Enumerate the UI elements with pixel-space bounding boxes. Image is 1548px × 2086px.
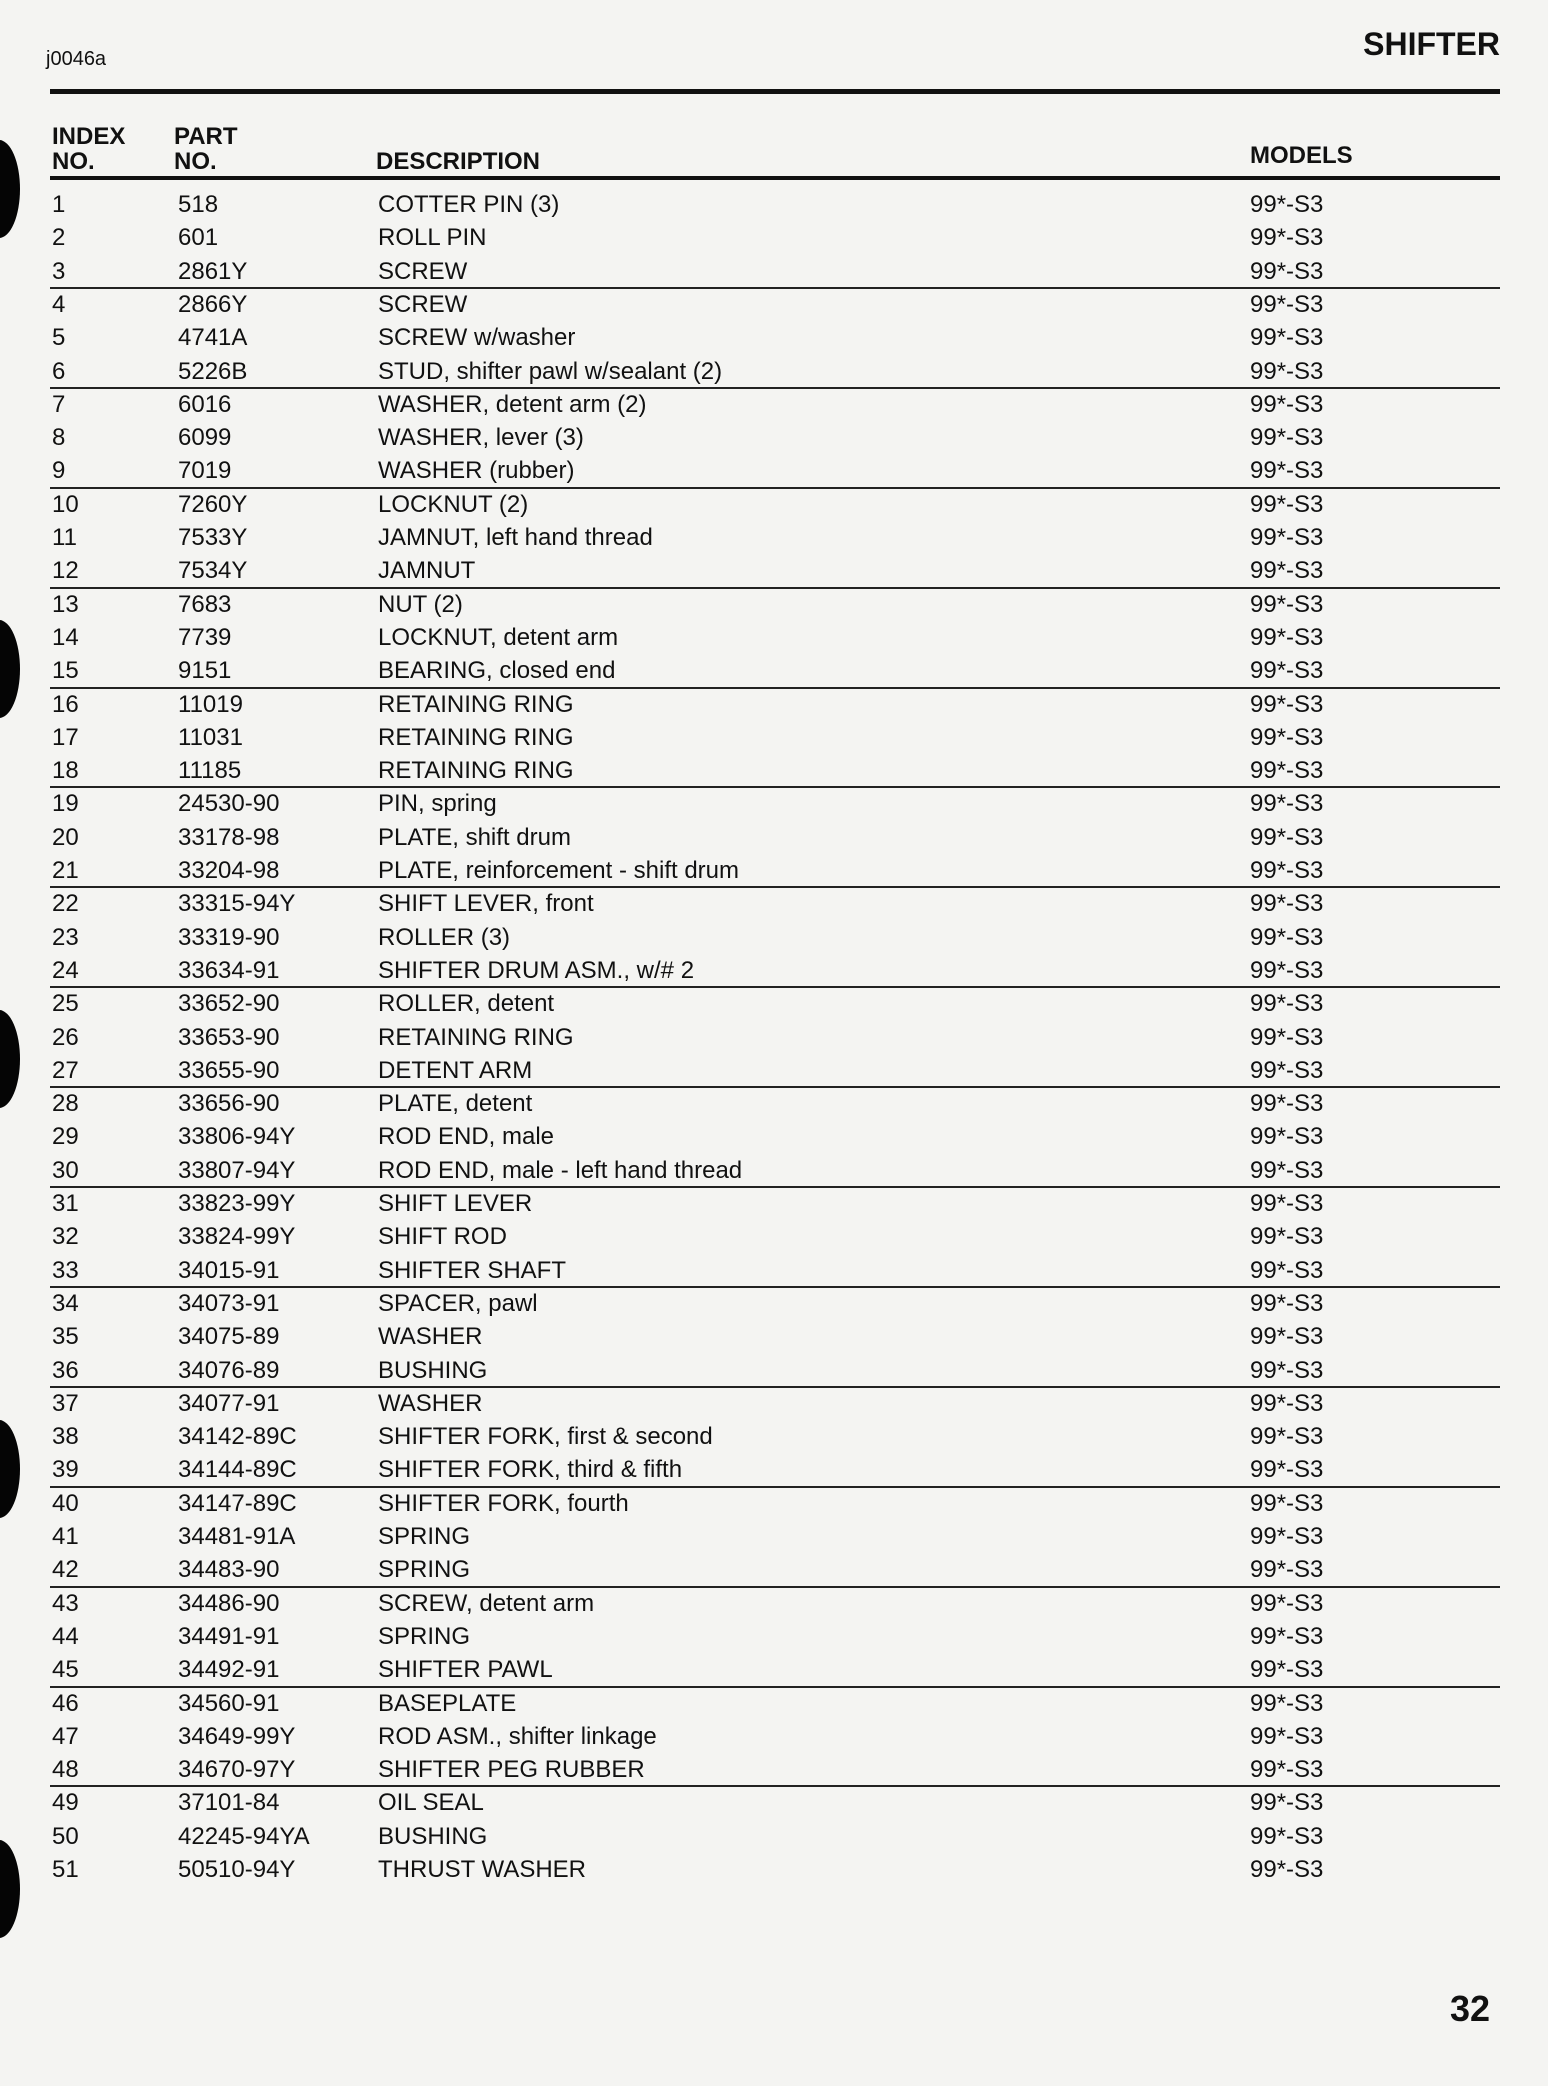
- part-number-cell: 5226B: [178, 357, 248, 385]
- description-cell: SPRING: [378, 1523, 471, 1550]
- description-cell: ROLL PIN: [378, 224, 487, 252]
- index-cell: 5: [52, 324, 66, 352]
- models-cell: 99*-S3: [1250, 1689, 1324, 1717]
- description-cell: ROD ASM., shifter linkage: [378, 1722, 657, 1750]
- models-cell: 99*-S3: [1250, 357, 1324, 385]
- description-cell: SHIFTER PAWL: [378, 1656, 553, 1684]
- part-number-cell: 34481-91A: [178, 1523, 296, 1550]
- part-number-cell: 33806-94Y: [178, 1123, 296, 1151]
- description-cell: JAMNUT, left hand thread: [378, 524, 653, 551]
- table-row: [50, 1154, 1500, 1187]
- part-number-cell: 33824-99Y: [178, 1223, 296, 1251]
- models-cell: 99*-S3: [1250, 790, 1324, 818]
- part-number-cell: 7534Y: [178, 557, 248, 585]
- part-number-cell: 33652-90: [178, 990, 280, 1018]
- index-cell: 46: [52, 1689, 79, 1717]
- description-cell: BUSHING: [378, 1822, 488, 1850]
- description-cell: BUSHING: [378, 1356, 488, 1384]
- part-number-cell: 33634-91: [178, 956, 280, 984]
- index-cell: 6: [52, 357, 66, 385]
- part-number-cell: 34075-89: [178, 1323, 280, 1351]
- part-number-cell: 34077-91: [178, 1389, 280, 1417]
- models-cell: 99*-S3: [1250, 690, 1324, 718]
- index-cell: 22: [52, 890, 79, 918]
- description-cell: SHIFTER DRUM ASM., w/# 2: [378, 956, 695, 984]
- description-cell: STUD, shifter pawl w/sealant (2): [378, 357, 723, 385]
- models-cell: 99*-S3: [1250, 890, 1324, 918]
- description-cell: BEARING, closed end: [378, 657, 616, 685]
- models-cell: 99*-S3: [1250, 524, 1324, 551]
- table-row: [50, 954, 1500, 987]
- index-cell: 4: [52, 290, 66, 318]
- index-cell: 44: [52, 1622, 79, 1650]
- models-cell: 99*-S3: [1250, 1556, 1324, 1584]
- table-row: [50, 987, 1500, 1020]
- part-number-cell: 11031: [178, 723, 243, 751]
- description-cell: WASHER (rubber): [378, 457, 575, 485]
- part-number-cell: 33315-94Y: [178, 890, 296, 918]
- description-cell: PLATE, reinforcement - shift drum: [378, 857, 740, 884]
- description-cell: SHIFTER FORK, first & second: [378, 1423, 713, 1451]
- description-cell: WASHER: [378, 1323, 483, 1351]
- part-number-cell: 34073-91: [178, 1289, 280, 1317]
- index-cell: 30: [52, 1156, 79, 1184]
- models-cell: 99*-S3: [1250, 1156, 1324, 1184]
- part-number-cell: 9151: [178, 657, 232, 685]
- index-cell: 26: [52, 1023, 79, 1051]
- table-row: [50, 1853, 1500, 1886]
- part-number-cell: 6099: [178, 424, 232, 452]
- table-row: [50, 1453, 1500, 1486]
- table-row: [50, 921, 1500, 954]
- part-number-cell: 33204-98: [178, 857, 280, 884]
- part-number-cell: 34491-91: [178, 1622, 280, 1650]
- description-cell: COTTER PIN (3): [378, 191, 560, 218]
- table-row: [50, 1054, 1500, 1087]
- index-cell: 37: [52, 1389, 79, 1417]
- part-number-cell: 34144-89C: [178, 1456, 297, 1484]
- models-cell: 99*-S3: [1250, 557, 1324, 585]
- models-cell: 99*-S3: [1250, 623, 1324, 651]
- models-cell: 99*-S3: [1250, 1289, 1324, 1317]
- models-cell: 99*-S3: [1250, 257, 1324, 285]
- part-number-cell: 7683: [178, 590, 232, 618]
- table-row: [50, 421, 1500, 454]
- description-cell: JAMNUT: [378, 557, 476, 585]
- models-cell: 99*-S3: [1250, 1190, 1324, 1217]
- index-cell: 25: [52, 990, 79, 1018]
- models-cell: 99*-S3: [1250, 1622, 1324, 1650]
- part-number-cell: 2866Y: [178, 290, 248, 318]
- models-cell: 99*-S3: [1250, 1756, 1324, 1784]
- table-row: [50, 688, 1500, 721]
- table-row: [50, 288, 1500, 321]
- models-cell: 99*-S3: [1250, 1822, 1324, 1850]
- index-cell: 48: [52, 1756, 79, 1784]
- description-cell: LOCKNUT, detent arm: [378, 623, 619, 651]
- models-cell: 99*-S3: [1250, 1223, 1324, 1251]
- part-number-cell: 33823-99Y: [178, 1190, 296, 1217]
- index-cell: 7: [52, 390, 66, 418]
- part-number-cell: 34483-90: [178, 1556, 280, 1584]
- index-cell: 1: [52, 191, 66, 218]
- part-number-cell: 34486-90: [178, 1589, 280, 1617]
- models-cell: 99*-S3: [1250, 1456, 1324, 1484]
- models-cell: 99*-S3: [1250, 1090, 1324, 1118]
- index-cell: 20: [52, 823, 79, 851]
- models-cell: 99*-S3: [1250, 1056, 1324, 1084]
- index-cell: 43: [52, 1589, 79, 1617]
- part-number-cell: 50510-94Y: [178, 1856, 296, 1883]
- models-cell: 99*-S3: [1250, 1389, 1324, 1417]
- table-row: [50, 854, 1500, 887]
- part-number-cell: 42245-94YA: [178, 1822, 310, 1850]
- index-cell: 9: [52, 457, 66, 485]
- table-row: [50, 1187, 1500, 1220]
- index-cell: 8: [52, 424, 66, 452]
- models-cell: 99*-S3: [1250, 1656, 1324, 1684]
- models-cell: 99*-S3: [1250, 1423, 1324, 1451]
- description-cell: ROD END, male - left hand thread: [378, 1156, 743, 1184]
- models-cell: 99*-S3: [1250, 757, 1324, 785]
- index-cell: 38: [52, 1423, 79, 1451]
- index-header-line1: INDEX: [52, 123, 126, 150]
- description-cell: SHIFTER FORK, fourth: [378, 1489, 629, 1517]
- part-number-cell: 2861Y: [178, 257, 248, 285]
- table-row: [50, 1653, 1500, 1686]
- table-row: [50, 721, 1500, 754]
- part-number-cell: 24530-90: [178, 790, 280, 818]
- table-row: [50, 1753, 1500, 1786]
- description-cell: SPRING: [378, 1622, 471, 1650]
- table-row: [50, 1354, 1500, 1387]
- part-number-cell: 601: [178, 224, 219, 252]
- index-cell: 51: [52, 1856, 79, 1883]
- description-cell: RETAINING RING: [378, 757, 574, 785]
- part-number-cell: 33178-98: [178, 823, 280, 851]
- models-cell: 99*-S3: [1250, 1722, 1324, 1750]
- index-cell: 32: [52, 1223, 79, 1251]
- index-cell: 18: [52, 757, 79, 785]
- table-row: [50, 454, 1500, 487]
- models-cell: 99*-S3: [1250, 224, 1324, 252]
- table-row: [50, 1320, 1500, 1353]
- part-number-cell: 33656-90: [178, 1090, 280, 1118]
- description-cell: DETENT ARM: [378, 1056, 533, 1084]
- index-cell: 34: [52, 1289, 79, 1317]
- table-row: [50, 188, 1500, 221]
- table-row: [50, 1786, 1500, 1819]
- table-row: [50, 355, 1500, 388]
- models-cell: 99*-S3: [1250, 1123, 1324, 1151]
- table-row: [50, 787, 1500, 820]
- index-cell: 16: [52, 690, 79, 718]
- part-number-cell: 34076-89: [178, 1356, 280, 1384]
- description-cell: LOCKNUT (2): [378, 490, 529, 518]
- part-number-cell: 7739: [178, 623, 232, 651]
- models-cell: 99*-S3: [1250, 590, 1324, 618]
- part-number-cell: 11019: [178, 690, 243, 718]
- description-cell: SHIFT ROD: [378, 1223, 507, 1251]
- models-cell: 99*-S3: [1250, 324, 1324, 352]
- table-row: [50, 1120, 1500, 1153]
- index-cell: 29: [52, 1123, 79, 1151]
- table-row: [50, 1820, 1500, 1853]
- part-number-cell: 33319-90: [178, 923, 280, 951]
- table-row: [50, 1287, 1500, 1320]
- part-number-cell: 7533Y: [178, 524, 248, 551]
- table-row: [50, 1587, 1500, 1620]
- models-cell: 99*-S3: [1250, 1489, 1324, 1517]
- table-row: [50, 1553, 1500, 1586]
- description-cell: ROLLER, detent: [378, 990, 555, 1018]
- models-cell: 99*-S3: [1250, 723, 1324, 751]
- table-row: [50, 1487, 1500, 1520]
- table-row: [50, 1687, 1500, 1720]
- models-cell: 99*-S3: [1250, 956, 1324, 984]
- part-number-cell: 37101-84: [178, 1789, 280, 1817]
- table-row: [50, 388, 1500, 421]
- table-row: [50, 1720, 1500, 1753]
- part-number-cell: 34670-97Y: [178, 1756, 296, 1784]
- index-cell: 33: [52, 1256, 79, 1284]
- index-cell: 21: [52, 857, 79, 884]
- table-row: [50, 821, 1500, 854]
- index-cell: 47: [52, 1722, 79, 1750]
- models-cell: 99*-S3: [1250, 1856, 1324, 1883]
- models-cell: 99*-S3: [1250, 1356, 1324, 1384]
- part-number-cell: 4741A: [178, 324, 248, 352]
- description-cell: SHIFTER PEG RUBBER: [378, 1756, 645, 1784]
- part-number-cell: 33655-90: [178, 1056, 280, 1084]
- models-cell: 99*-S3: [1250, 424, 1324, 452]
- models-cell: 99*-S3: [1250, 290, 1324, 318]
- table-row: [50, 521, 1500, 554]
- description-cell: SHIFTER FORK, third & fifth: [378, 1456, 683, 1484]
- part-number-cell: 7019: [178, 457, 232, 485]
- models-cell: 99*-S3: [1250, 823, 1324, 851]
- index-header-line2: NO.: [52, 148, 95, 175]
- description-cell: BASEPLATE: [378, 1689, 517, 1717]
- description-cell: SHIFT LEVER: [378, 1190, 533, 1217]
- index-cell: 27: [52, 1056, 79, 1084]
- part-number-cell: 34492-91: [178, 1656, 280, 1684]
- description-cell: SHIFT LEVER, front: [378, 890, 594, 918]
- index-cell: 13: [52, 590, 79, 618]
- part-number-cell: 11185: [178, 757, 242, 785]
- part-number-cell: 34649-99Y: [178, 1722, 296, 1750]
- table-row: [50, 1620, 1500, 1653]
- index-cell: 14: [52, 623, 79, 651]
- table-row: [50, 1021, 1500, 1054]
- index-cell: 39: [52, 1456, 79, 1484]
- description-cell: WASHER, lever (3): [378, 424, 584, 452]
- models-cell: 99*-S3: [1250, 1789, 1324, 1817]
- models-cell: 99*-S3: [1250, 490, 1324, 518]
- models-cell: 99*-S3: [1250, 390, 1324, 418]
- index-cell: 17: [52, 723, 79, 751]
- models-cell: 99*-S3: [1250, 1256, 1324, 1284]
- index-cell: 24: [52, 956, 79, 984]
- models-cell: 99*-S3: [1250, 1589, 1324, 1617]
- table-row: [50, 1254, 1500, 1287]
- part-number-cell: 33653-90: [178, 1023, 280, 1051]
- page-number: 32: [1449, 1988, 1490, 2029]
- table-row: [50, 621, 1500, 654]
- description-cell: PIN, spring: [378, 790, 497, 818]
- index-cell: 23: [52, 923, 79, 951]
- table-row: [50, 887, 1500, 920]
- description-cell: SCREW: [378, 257, 468, 285]
- description-cell: OIL SEAL: [378, 1789, 484, 1817]
- description-cell: SPACER, pawl: [378, 1289, 538, 1317]
- part-header-line1: PART: [174, 123, 238, 150]
- table-row: [50, 321, 1500, 354]
- description-header: DESCRIPTION: [376, 148, 541, 175]
- table-row: [50, 1387, 1500, 1420]
- description-cell: ROLLER (3): [378, 923, 511, 951]
- part-number-cell: 33807-94Y: [178, 1156, 296, 1184]
- index-cell: 31: [52, 1190, 79, 1217]
- models-cell: 99*-S3: [1250, 923, 1324, 951]
- models-cell: 99*-S3: [1250, 1023, 1324, 1051]
- description-cell: WASHER: [378, 1389, 483, 1417]
- index-cell: 12: [52, 557, 79, 585]
- index-cell: 45: [52, 1656, 79, 1684]
- description-cell: SCREW, detent arm: [378, 1589, 595, 1617]
- page-code: j0046a: [46, 48, 107, 70]
- index-cell: 35: [52, 1323, 79, 1351]
- description-cell: SPRING: [378, 1556, 471, 1584]
- description-cell: WASHER, detent arm (2): [378, 390, 647, 418]
- description-cell: ROD END, male: [378, 1123, 555, 1151]
- table-row: [50, 654, 1500, 687]
- part-number-cell: 6016: [178, 390, 232, 418]
- index-cell: 10: [52, 490, 79, 518]
- description-cell: NUT (2): [378, 590, 463, 618]
- part-number-cell: 7260Y: [178, 490, 248, 518]
- description-cell: SCREW: [378, 290, 468, 318]
- index-cell: 15: [52, 657, 79, 685]
- table-row: [50, 588, 1500, 621]
- index-cell: 49: [52, 1789, 79, 1817]
- table-row: [50, 1087, 1500, 1120]
- table-row: [50, 1420, 1500, 1453]
- index-cell: 3: [52, 257, 66, 285]
- description-cell: SHIFTER SHAFT: [378, 1256, 567, 1284]
- table-row: [50, 1220, 1500, 1253]
- section-title: SHIFTER: [1363, 26, 1500, 62]
- models-cell: 99*-S3: [1250, 1523, 1324, 1550]
- description-cell: THRUST WASHER: [378, 1856, 587, 1883]
- table-row: [50, 221, 1500, 254]
- index-cell: 50: [52, 1822, 79, 1850]
- index-cell: 11: [52, 524, 77, 551]
- models-cell: 99*-S3: [1250, 990, 1324, 1018]
- index-cell: 42: [52, 1556, 79, 1584]
- index-cell: 19: [52, 790, 79, 818]
- part-number-cell: 518: [178, 191, 219, 218]
- index-cell: 2: [52, 224, 66, 252]
- index-cell: 40: [52, 1489, 79, 1517]
- table-row: [50, 1520, 1500, 1553]
- models-cell: 99*-S3: [1250, 191, 1324, 218]
- part-header-line2: NO.: [174, 148, 217, 175]
- part-number-cell: 34142-89C: [178, 1423, 297, 1451]
- table-row: [50, 554, 1500, 587]
- index-cell: 28: [52, 1090, 79, 1118]
- table-row: [50, 488, 1500, 521]
- description-cell: RETAINING RING: [378, 690, 574, 718]
- index-cell: 41: [52, 1523, 79, 1550]
- models-header: MODELS: [1250, 142, 1353, 169]
- description-cell: PLATE, detent: [378, 1090, 533, 1118]
- models-cell: 99*-S3: [1250, 857, 1324, 884]
- description-cell: RETAINING RING: [378, 723, 574, 751]
- table-row: [50, 754, 1500, 787]
- part-number-cell: 34015-91: [178, 1256, 280, 1284]
- table-row: [50, 255, 1500, 288]
- models-cell: 99*-S3: [1250, 1323, 1324, 1351]
- part-number-cell: 34147-89C: [178, 1489, 297, 1517]
- models-cell: 99*-S3: [1250, 657, 1324, 685]
- models-cell: 99*-S3: [1250, 457, 1324, 485]
- description-cell: PLATE, shift drum: [378, 823, 571, 851]
- description-cell: RETAINING RING: [378, 1023, 574, 1051]
- description-cell: SCREW w/washer: [378, 324, 576, 352]
- part-number-cell: 34560-91: [178, 1689, 280, 1717]
- index-cell: 36: [52, 1356, 79, 1384]
